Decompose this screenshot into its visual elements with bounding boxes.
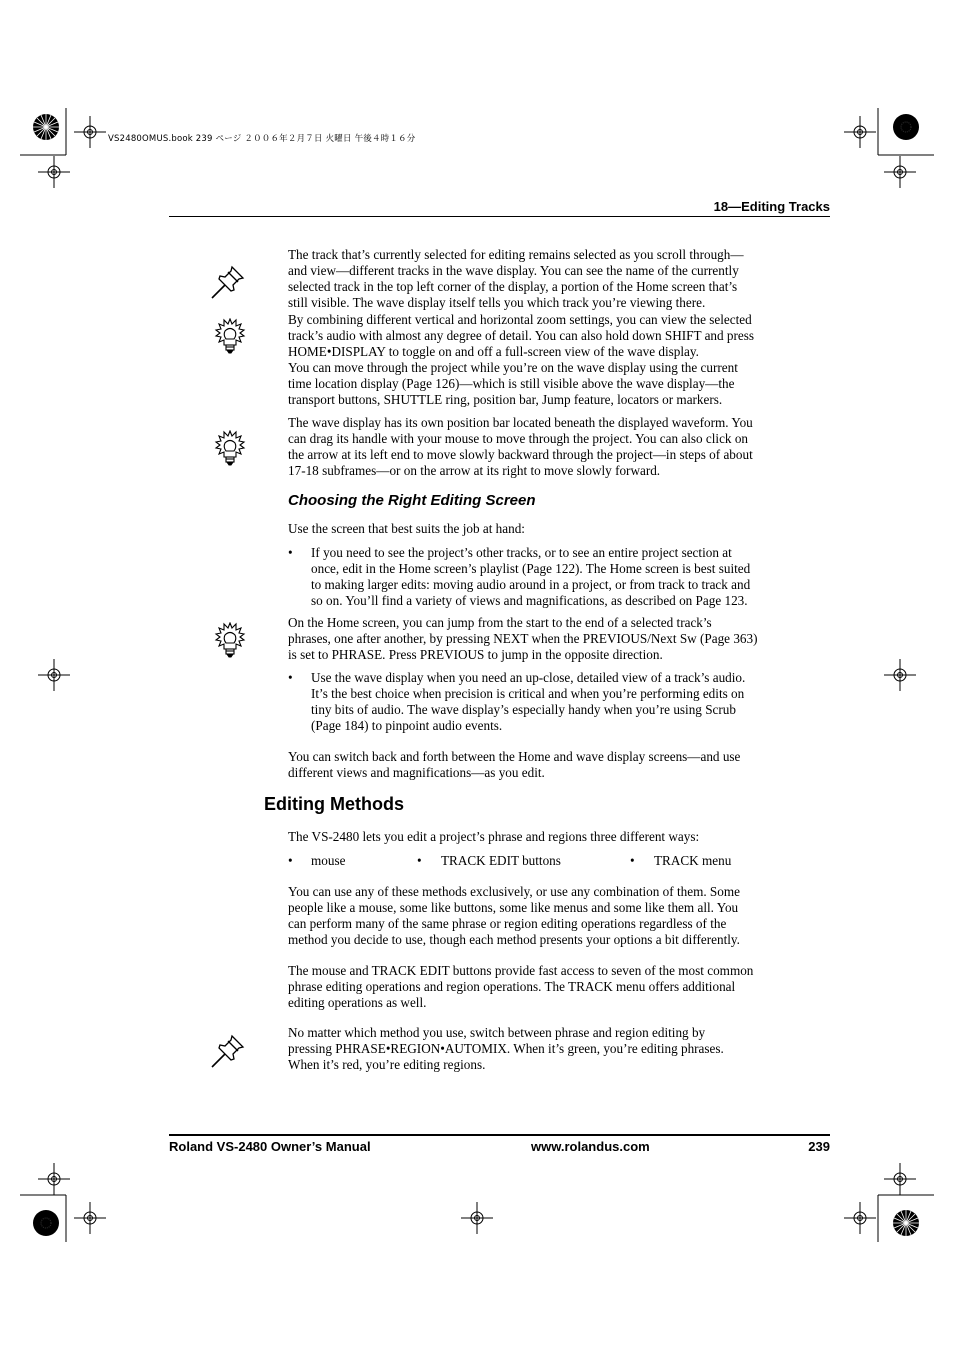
section-intro: The VS-2480 lets you edit a project’s phrase and regions three different ways: [288, 829, 700, 844]
running-header-title: 18—Editing Tracks [713, 199, 830, 214]
method-item: TRACK menu [654, 853, 732, 868]
bullet-marker: • [288, 545, 293, 560]
bullet-marker: • [288, 670, 293, 685]
subsection-intro: Use the screen that best suits the job at hand: [288, 521, 525, 536]
footer-url: www.rolandus.com [531, 1139, 650, 1154]
footer-page-number: 239 [808, 1139, 830, 1154]
subsection-title: Choosing the Right Editing Screen [288, 492, 536, 509]
footer-manual-title: Roland VS-2480 Owner’s Manual [169, 1139, 371, 1154]
note-track-selection: The track that’s currently selected for editing remains selected as you scroll through— and view—different tracks in the wave display. You can see the name of the currently selected track in the top left corner of the display, a portion of the Home screen that’s still visible. The wave display itself tells you which track you’re viewing there. [288, 247, 744, 310]
tip-next-previous: On the Home screen, you can jump from the start to the end of a selected track’s phrases, one after another, by pressing NEXT when the PREVIOUS/Next Sw (Page 363) is set to PHRASE. Press PREVIOUS to jump in the opposite direction. [288, 615, 758, 662]
pushpin-note-icon [210, 264, 246, 300]
pushpin-note-icon [210, 1033, 246, 1069]
subsection-outro: You can switch back and forth between the Home and wave display screens—and use different views and magnifications—as you edit. [288, 749, 741, 780]
method-item: TRACK EDIT buttons [441, 853, 561, 868]
header-rule [169, 216, 830, 217]
lightbulb-tip-icon [214, 622, 246, 658]
bullet-marker: • [630, 853, 635, 868]
section-title: Editing Methods [264, 794, 404, 814]
note-phrase-region-toggle: No matter which method you use, switch between phrase and region editing by pressing PHRASE•REGION•AUTOMIX. When it’s green, you’re editing phrases. When it’s red, you’re editing regions. [288, 1025, 724, 1072]
method-item: mouse [311, 853, 346, 868]
print-info-line: VS2480OMUS.book 239 ページ ２００６年２月７日 火曜日 午後４時１６分 [108, 134, 416, 144]
paragraph-methods-combination: You can use any of these methods exclusively, or use any combination of them. Some people like a mouse, some like buttons, some like menus and some like them all. You can perform many of the same phrase or region editing operations regardless of the method you decide to use, though each method presents your options a bit differently. [288, 884, 740, 947]
paragraph-moving-through-project: You can move through the project while you’re on the wave display using the current time location display (Page 126)—which is still visible above the wave display—the transport buttons, SHUTTLE ring, position bar, Jump feature, locators or markers. [288, 360, 738, 407]
tip-position-bar: The wave display has its own position bar located beneath the displayed waveform. You can drag its handle with your mouse to move through the project. You can also click on the arrow at its left end to move slowly backward through the project—in steps of about 17-18 subframes—or on the arrow at its right to move slowly forward. [288, 415, 753, 478]
bullet-marker: • [417, 853, 422, 868]
bullet-wave-display: • Use the wave display when you need an up-close, detailed view of a track’s audio. It’s the best choice when precision is critical and when you’re performing edits on tiny bits of audio. The wave display’s especially handy when you’re using Scrub (Page 184) to pinpoint audio events. [288, 670, 746, 733]
tip-zoom-settings: By combining different vertical and horizontal zoom settings, you can view the selected track’s audio with almost any degree of detail. You can also hold down SHIFT and press HOME•DISPLAY to toggle on and off a full-screen view of the wave display. [288, 312, 755, 359]
bullet-marker: • [288, 853, 293, 868]
footer-rule [169, 1134, 830, 1136]
paragraph-fast-access: The mouse and TRACK EDIT buttons provide fast access to seven of the most common phrase editing operations and region operations. The TRACK menu offers additional editing operations as well. [288, 963, 754, 1010]
lightbulb-tip-icon [214, 430, 246, 466]
lightbulb-tip-icon [214, 318, 246, 354]
bullet-home-screen: • If you need to see the project’s other tracks, or to see an entire project section at once, edit in the Home screen’s playlist (Page 122). The Home screen is best suited to making larger edits: moving audio around in a project, or from track to track and so on. You’ll find a variety of views and magnifications, as described on Page 123. [288, 545, 751, 608]
